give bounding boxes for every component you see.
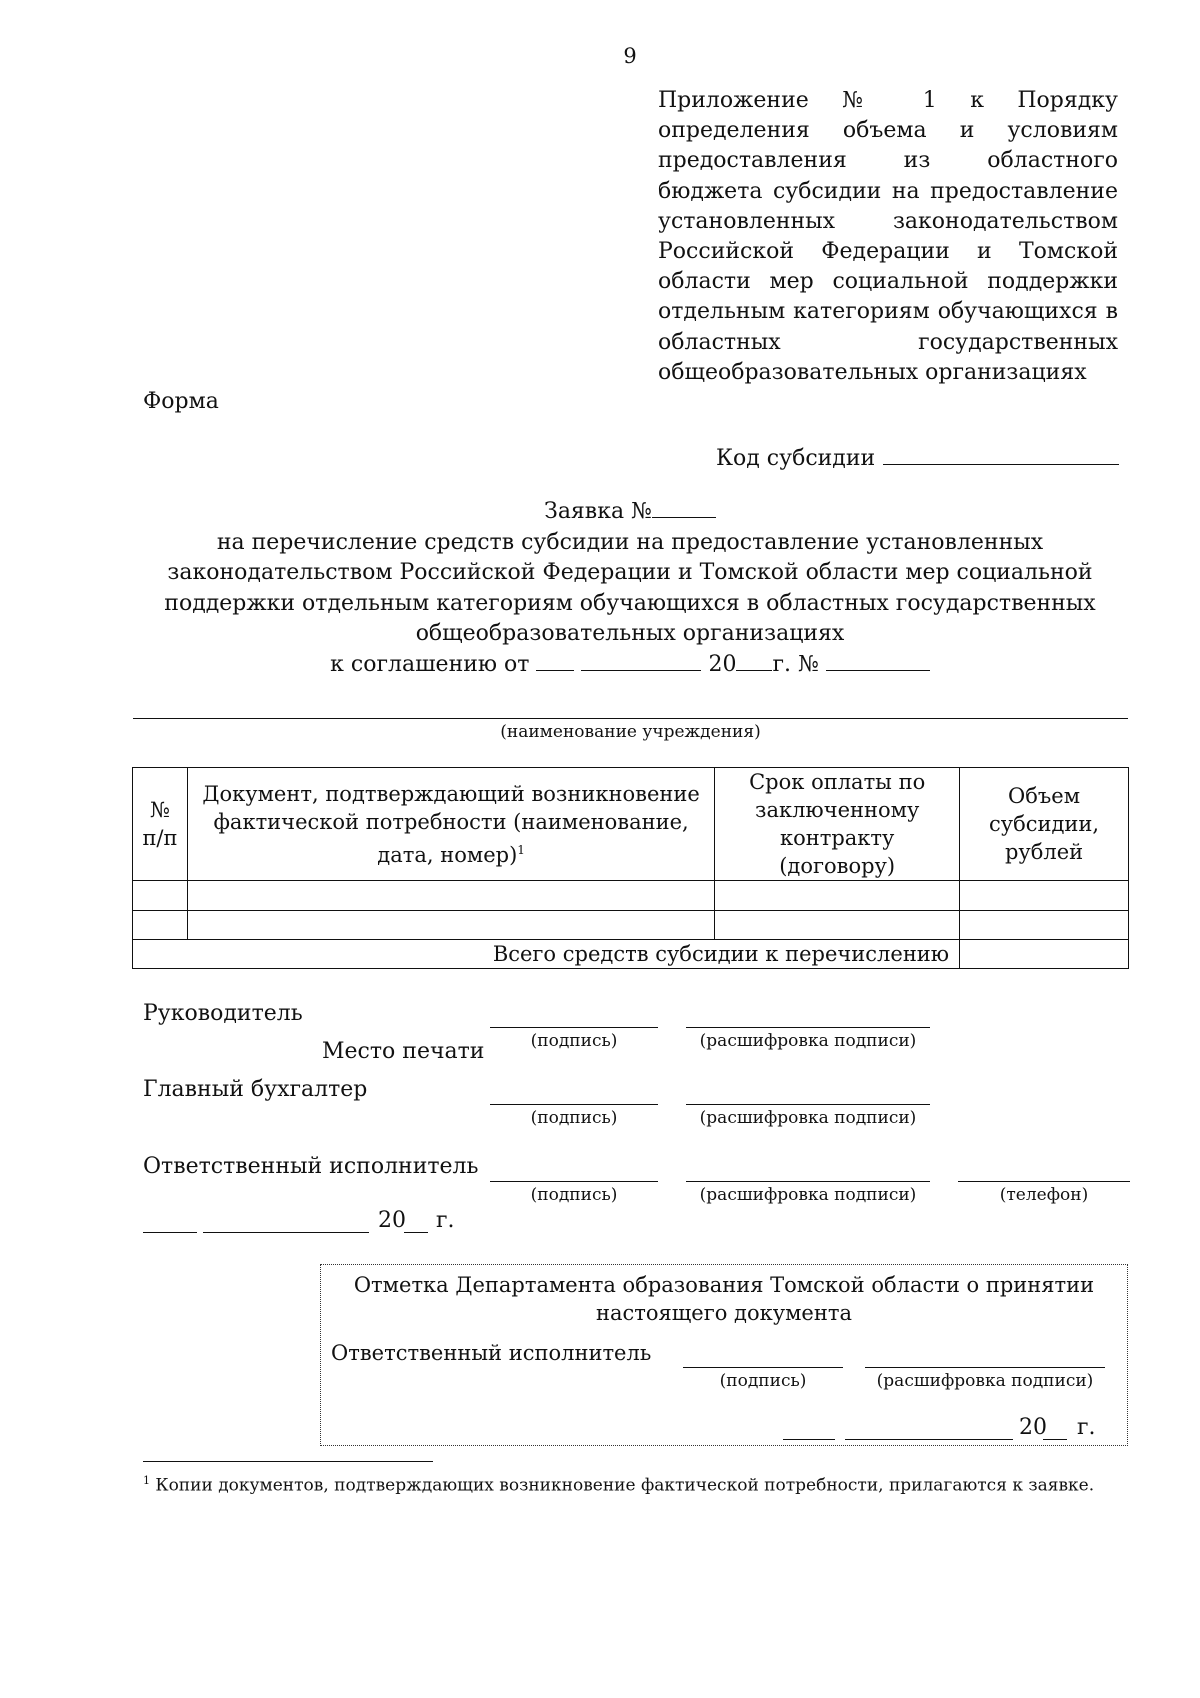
accountant-label: Главный бухгалтер (143, 1077, 368, 1102)
accountant-signature-caption: (подпись) (530, 1108, 618, 1128)
date-year-suffix: г. (436, 1208, 455, 1233)
department-date-year-prefix: 20 (1019, 1415, 1047, 1440)
total-label: Всего средств субсидии к перечислению (133, 940, 960, 969)
institution-field[interactable] (133, 718, 1128, 719)
request-number-field[interactable] (652, 497, 716, 518)
request-subtitle-3: поддержки отдельным категориям обучающихся в областных государственных (164, 590, 1096, 616)
request-title-block (150, 497, 1110, 680)
department-date-year-suffix: г. (1077, 1415, 1096, 1440)
executor-label: Ответственный исполнитель (143, 1154, 479, 1179)
table-cell[interactable] (187, 911, 714, 940)
department-signature-caption: (подпись) (719, 1371, 807, 1391)
subsidy-code-label: Код субсидии (716, 446, 876, 471)
head-decoding-field[interactable] (686, 1027, 930, 1028)
request-subtitle-1: на перечисление средств субсидии на предоставление установленных (216, 529, 1044, 555)
agreement-line (150, 650, 1110, 681)
agreement-number-field[interactable] (826, 650, 930, 671)
header-subsidy-amount: Объем субсидии, рублей (960, 768, 1129, 881)
footnote-mark: 1 (517, 842, 525, 857)
table-cell[interactable] (133, 911, 188, 940)
table-header-row (133, 768, 1129, 881)
table-cell[interactable] (715, 911, 960, 940)
department-decoding-field[interactable] (865, 1367, 1105, 1368)
agreement-day-field[interactable] (536, 650, 574, 671)
page-number: 9 (623, 44, 637, 68)
executor-phone-field[interactable] (958, 1181, 1130, 1182)
executor-decoding-caption: (расшифровка подписи) (699, 1185, 917, 1205)
seal-label: Место печати (322, 1039, 485, 1064)
executor-signature-field[interactable] (490, 1181, 658, 1182)
agreement-month-field[interactable] (581, 650, 701, 671)
department-signature-field[interactable] (683, 1367, 843, 1368)
subsidy-code-field[interactable] (883, 442, 1119, 465)
table-cell[interactable] (960, 881, 1129, 911)
footnote (143, 1474, 1094, 1496)
header-document-text: Документ, подтверждающий возникновение фактической потребности (наименование, дата, номер) (202, 781, 700, 867)
appendix-header: Приложение № 1 к Порядку определения объема и условиям предоставления из областного бюджета субсидии на предоставление установленных законодательством Российской Федерации и Томской области мер социальной поддержки отдельным категориям обучающихся в областных государственных общеобразовательных организациях (658, 88, 1118, 385)
head-label: Руководитель (143, 1001, 303, 1026)
date-month-field[interactable] (203, 1232, 369, 1233)
request-title: Заявка № (544, 499, 652, 524)
request-subtitle-4: общеобразовательных организациях (415, 621, 845, 646)
department-mark-title (321, 1271, 1127, 1327)
request-title-line (150, 497, 1110, 528)
table-row (133, 881, 1129, 911)
form-label: Форма (143, 389, 219, 414)
date-day-field[interactable] (143, 1232, 197, 1233)
footnote-separator (143, 1461, 433, 1462)
header-number: № п/п (133, 768, 188, 881)
table-row (133, 911, 1129, 940)
subsidy-table (132, 767, 1129, 969)
agreement-year-suffix: г. № (772, 651, 819, 677)
table-cell[interactable] (133, 881, 188, 911)
subsidy-code (716, 442, 1119, 471)
department-executor-label: Ответственный исполнитель (331, 1341, 652, 1365)
header-document (187, 768, 714, 881)
footnote-text: Копии документов, подтверждающих возникновение фактической потребности, прилагаются к заявке. (155, 1475, 1095, 1496)
table-total-row (133, 940, 1129, 969)
executor-decoding-field[interactable] (686, 1181, 930, 1182)
total-value-cell[interactable] (960, 940, 1129, 969)
department-date-year-field[interactable] (1043, 1439, 1067, 1440)
table-cell[interactable] (187, 881, 714, 911)
department-mark-box (320, 1264, 1128, 1446)
department-mark-title-line2: настоящего документа (595, 1301, 852, 1325)
date-year-prefix: 20 (378, 1208, 406, 1233)
request-subtitle-2: законодательством Российской Федерации и Томской области мер социальной (167, 560, 1093, 585)
department-date-month-field[interactable] (845, 1439, 1013, 1440)
head-signature-field[interactable] (490, 1027, 658, 1028)
table-cell[interactable] (960, 911, 1129, 940)
footnote-number: 1 (143, 1474, 150, 1487)
institution-caption: (наименование учреждения) (500, 722, 761, 742)
accountant-decoding-field[interactable] (686, 1104, 930, 1105)
agreement-year-field[interactable] (736, 650, 772, 671)
header-payment-term: Срок оплаты по заключенному контракту (договору) (715, 768, 960, 881)
head-signature-caption: (подпись) (530, 1031, 618, 1051)
department-date-day-field[interactable] (783, 1439, 835, 1440)
table-cell[interactable] (715, 881, 960, 911)
department-decoding-caption: (расшифровка подписи) (876, 1371, 1094, 1391)
accountant-signature-field[interactable] (490, 1104, 658, 1105)
date-year-field[interactable] (404, 1232, 428, 1233)
agreement-year-prefix: 20 (708, 651, 737, 677)
accountant-decoding-caption: (расшифровка подписи) (699, 1108, 917, 1128)
agreement-prefix: к соглашению от (330, 651, 530, 677)
executor-signature-caption: (подпись) (530, 1185, 618, 1205)
head-decoding-caption: (расшифровка подписи) (699, 1031, 917, 1051)
executor-phone-caption: (телефон) (999, 1185, 1089, 1205)
department-mark-title-line1: Отметка Департамента образования Томской области о принятии (353, 1273, 1095, 1297)
